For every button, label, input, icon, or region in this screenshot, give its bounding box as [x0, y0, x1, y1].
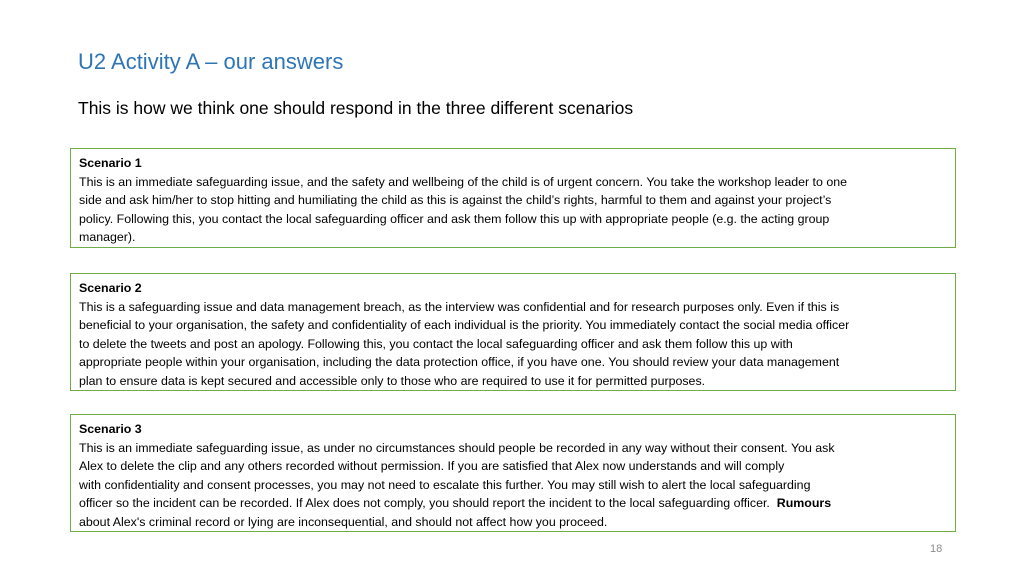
- page-number: 18: [930, 543, 943, 555]
- scenario-3-line: This is an immediate safeguarding issue, as under no circumstances should people be recorded in any way without their consent. You ask: [79, 440, 835, 455]
- scenario-3-line: with confidentiality and consent processes, you may not need to escalate this further. You may still wish to alert the local safeguarding: [79, 477, 811, 492]
- scenario-3-box: [70, 414, 956, 532]
- scenario-3-bold-word: Rumours: [776, 496, 832, 511]
- scenario-3-heading: Scenario 3: [79, 422, 142, 436]
- scenario-1-line: side and ask him/her to stop hitting and humiliating the child as this is against the child’s rights, harmful to them and against your project’s: [79, 193, 832, 208]
- scenario-2-line: This is a safeguarding issue and data management breach, as the interview was confidential and for research purposes only. Even if this is: [79, 299, 840, 314]
- scenario-1-line: manager).: [79, 230, 136, 245]
- slide-title: U2 Activity A – our answers: [78, 49, 344, 74]
- scenario-1-line: This is an immediate safeguarding issue, and the safety and wellbeing of the child is of urgent concern. You take the workshop leader to one: [79, 174, 848, 189]
- scenario-2-line: beneficial to your organisation, the safety and confidentiality of each individual is the priority. You immediately contact the social media officer: [79, 318, 850, 333]
- scenario-2-line: appropriate people within your organisation, including the data protection office, if you have one. You should review your data management: [79, 355, 840, 370]
- scenario-3-line-text: officer so the incident can be recorded. If Alex does not comply, you should report the incident to the local safeguarding officer.: [79, 496, 770, 511]
- scenario-2-box: [70, 273, 956, 391]
- scenario-2-heading: Scenario 2: [79, 281, 142, 295]
- scenario-3-line: about Alex's criminal record or lying are inconsequential, and should not affect how you proceed.: [79, 514, 608, 529]
- scenario-2-line: plan to ensure data is kept secured and accessible only to those who are required to use it for permitted purposes.: [79, 373, 706, 388]
- scenario-1-line: policy. Following this, you contact the local safeguarding officer and ask them follow this up with appropriate people (e.g. the acting group: [79, 211, 830, 226]
- scenario-1-heading: Scenario 1: [79, 156, 142, 170]
- scenario-3-line: Alex to delete the clip and any others recorded without permission. If you are satisfied that Alex now understands and will comply: [79, 459, 785, 474]
- scenario-3-line: [79, 494, 947, 513]
- scenario-2-line: to delete the tweets and post an apology. Following this, you contact the local safeguarding officer and ask them follow this up with: [79, 336, 793, 351]
- scenario-1-box: [70, 148, 956, 248]
- slide-subtitle: This is how we think one should respond in the three different scenarios: [78, 98, 634, 118]
